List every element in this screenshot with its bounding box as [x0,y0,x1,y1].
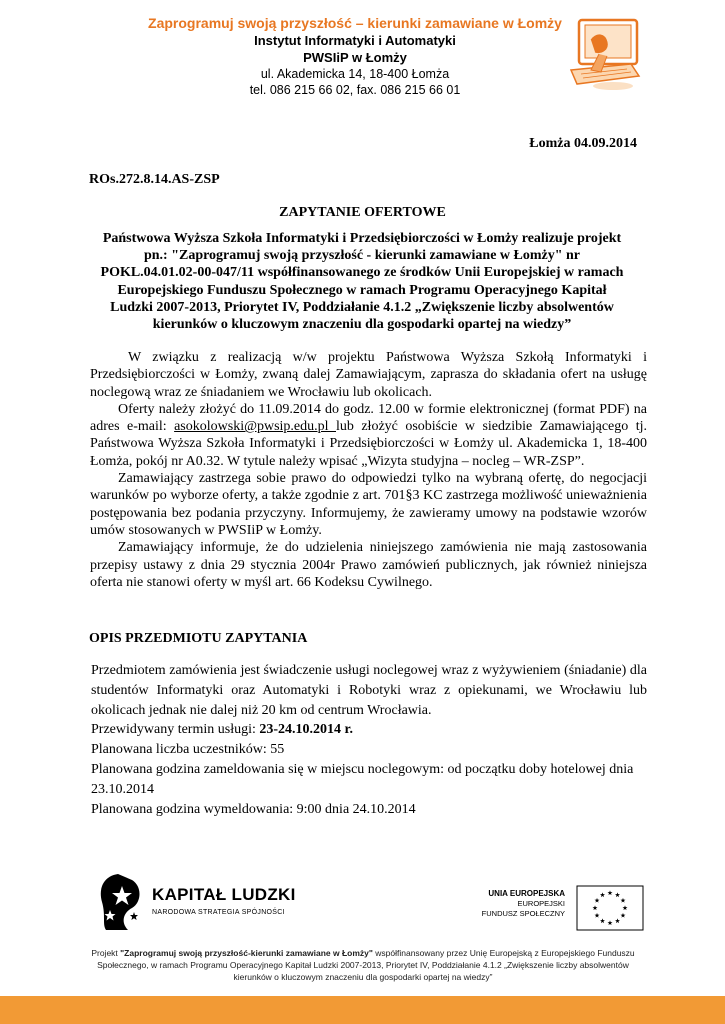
kapital-ludzki-emblem-icon [98,872,146,932]
letter-body [90,349,647,591]
kapital-ludzki-name: KAPITAŁ LUDZKI [152,885,296,904]
intro-line: kierunków o kluczowym znaczeniu dla gospodarki opartej na wiedzy” [152,317,572,333]
term-label: Przewidywany termin usługi: [91,722,260,738]
footer-prefix: Projekt [91,948,121,958]
checkout-time: Planowana godzina wymeldowania: 9:00 dnia 24.10.2014 [91,801,416,817]
letterhead [100,14,610,98]
paragraph-submission [90,401,647,470]
eu-text-block [470,889,565,919]
description-paragraph: Przedmiotem zamówienia jest świadczenie usługi noclegowej wraz z wyżywieniem (śniadanie) dla studentów Informatyki oraz Automatyki i Robotyki wraz z opiekunami, we Wrocławiu lub okolicach jednak nie dalej niż 20 km od centrum Wrocławia. [91,663,647,718]
reference-number: ROs.272.8.14.AS-ZSP [89,172,220,187]
intro-line: Europejskiego Funduszu Społecznego w ramach Programu Operacyjnego Kapitał [117,282,607,298]
email-link[interactable]: asokolowski@pwsip.edu.pl [174,419,336,435]
footer-bar [0,996,725,1024]
service-term [91,720,647,740]
eu-fund-label-2: FUNDUSZ SPOŁECZNY [481,909,565,918]
paragraph-legal: Zamawiający informuje, że do udzielenia niniejszego zamówienia nie mają zastosowania przepisy ustawy z dnia 29 stycznia 2004r Prawo zamówień publicznych, jak również niniejsza oferta nie stanowi oferty w myśl art. 66 Kodeksu Cywilnego. [90,540,647,590]
laptop-logo-icon [561,14,643,100]
project-intro [84,230,640,333]
document-title: ZAPYTANIE OFERTOWE [279,205,446,220]
intro-line: pn.: "Zaprogramuj swoją przyszłość - kierunki zamawiane w Łomży" nr [143,248,581,264]
school-name: PWSIiP w Łomży [303,50,407,65]
kapital-ludzki-subtitle: NARODOWA STRATEGIA SPÓJNOŚCI [152,909,285,916]
footer-text: współfinansowany przez Unię Europejską z Europejskiego Funduszu Społecznego, w ramach Programu Operacyjnego Kapitał Ludzki 2007-2013, Priorytet IV, Poddziałanie 4.1.2 „Zwiększenie liczby absolwentów kierunków o kluczowym znaczeniu dla gospodarki opartej na wiedzy” [97,948,635,982]
term-value: 23-24.10.2014 r. [259,722,353,738]
project-title: Zaprogramuj swoją przyszłość – kierunki zamawiane w Łomży [148,15,562,31]
intro-line: Ludzki 2007-2013, Priorytet IV, Poddziałanie 4.1.2 „Zwiększenie liczby absolwentów [110,299,614,315]
section-title: OPIS PRZEDMIOTU ZAPYTANIA [89,631,308,646]
eu-flag-icon [576,885,644,931]
document-date: Łomża 04.09.2014 [529,136,637,151]
footer-project-name: "Zaprogramuj swoją przyszłość-kierunki zamawiane w Łomży" [120,948,373,958]
eu-logo [470,883,640,933]
checkin-time: Planowana godzina zameldowania się w miejscu noclegowym: od początku doby hotelowej dnia 23.10.2014 [91,761,634,797]
page-footer [80,947,646,983]
eu-union-label: UNIA EUROPEJSKA [488,889,565,898]
participants-count: Planowana liczba uczestników: 55 [91,742,285,758]
order-description [91,661,647,819]
paragraph-invitation: W związku z realizacją w/w projektu Państwowa Wyższa Szkołą Informatyki i Przedsiębiorczości w Łomży, zwaną dalej Zamawiającym, zaprasza do składania ofert na usługę noclegową wraz ze śniadaniem we Wrocławiu lub okolicach. [90,350,647,400]
intro-line: POKL.04.01.02-00-047/11 współfinansowanego ze środków Unii Europejskiej w ramach [100,265,624,281]
school-phone: tel. 086 215 66 02, fax. 086 215 66 01 [249,83,461,97]
institute-name: Instytut Informatyki i Automatyki [254,33,456,48]
submission-text: Oferty należy złożyć do 11.09.2014 do godz. 12.00 w formie elektronicznej (format PDF) na adres e-mail: [90,401,647,435]
paragraph-reservation: Zamawiający zastrzega sobie prawo do odpowiedzi tylko na wybraną ofertę, do negocjacji warunków po wyborze oferty, a także zgodnie z art. 701§3 KC zastrzega możliwość unieważnienia postępowania bez podania przyczyny. Informujemy, że zawieramy umowy na podstawie wzorów umów stosowanych w PWSIiP w Łomży. [90,471,647,538]
kapital-ludzki-logo [98,872,318,932]
eu-fund-label: EUROPEJSKI [517,899,565,908]
intro-line: Państwowa Wyższa Szkoła Informatyki i Przedsiębiorczości w Łomży realizuje projekt [102,231,622,246]
submission-text-cont: lub złożyć osobiście w siedzibie Zamawiającego tj. Państwowa Wyższa Szkoła Informatyki i Przedsiębiorczości w Łomży ul. Akademicka 1, 18-400 Łomża, pokój nr A0.32. W tytule należy wpisać „Wizyta studyjna – nocleg – WR-ZSP”. [90,419,647,469]
school-address: ul. Akademicka 14, 18-400 Łomża [260,67,450,81]
